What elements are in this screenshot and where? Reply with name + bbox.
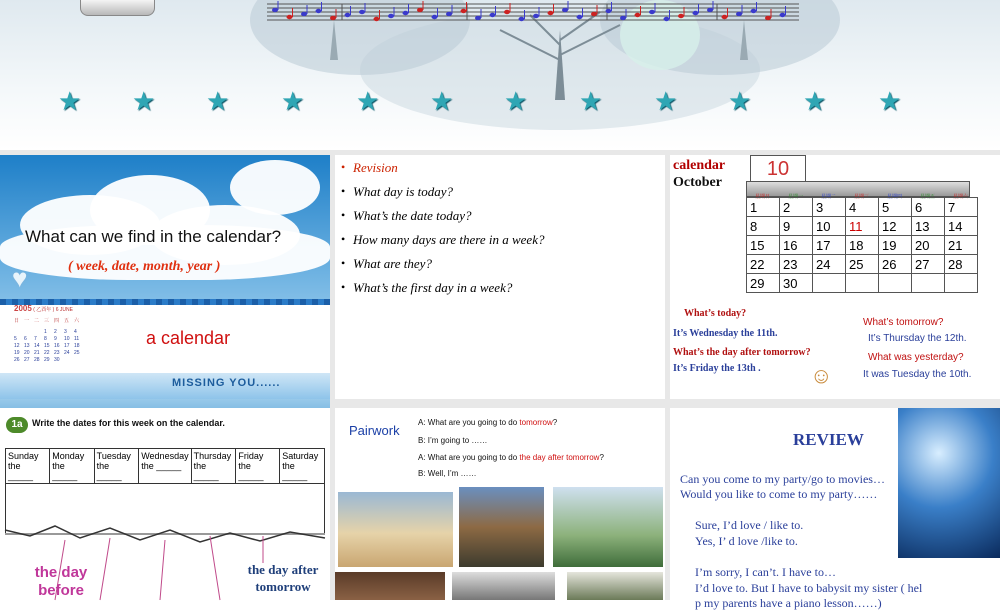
mini-weekday: 日 (14, 318, 20, 324)
mini-day (14, 329, 24, 336)
star-icon: ★ (356, 86, 380, 116)
calendar-day[interactable]: 4 (846, 198, 879, 217)
calendar-day[interactable]: 1 (747, 198, 780, 217)
mini-day: 7 (34, 336, 37, 342)
instruction-text: Write the dates for this week on the calendar. (32, 418, 225, 428)
mini-weekday: 五 (64, 318, 70, 324)
calendar-day[interactable]: 19 (879, 236, 912, 255)
star-icon: ★ (654, 86, 678, 116)
star-icon: ★ (728, 86, 752, 116)
a2-text: It’s Friday the 13th . (673, 363, 761, 374)
mini-day (24, 329, 34, 336)
calendar-grid (746, 197, 978, 293)
mini-day: 10 (64, 336, 70, 342)
review-line-7: p my parents have a piano lesson……) (695, 596, 882, 610)
mini-day: 20 (24, 350, 30, 356)
mini-day: 28 (34, 357, 40, 363)
week-day-blank[interactable]: the _____ (238, 461, 264, 481)
music-note-icon (359, 10, 365, 14)
week-day-blank[interactable]: the _____ (52, 461, 78, 481)
slide-revision[interactable] (335, 155, 665, 399)
music-note-icon (635, 13, 641, 17)
a4-text: It was Tuesday the 10th. (863, 369, 972, 380)
music-note-icon (722, 15, 728, 19)
mini-day: 16 (54, 343, 60, 349)
dialog-line-1 (418, 418, 557, 427)
question-text: What can we find in the calendar? (25, 227, 282, 246)
mini-day: 11 (74, 336, 80, 342)
review-line-1: Can you come to my party/go to movies… (680, 472, 885, 486)
calendar-day[interactable]: 25 (846, 255, 879, 274)
calendar-day[interactable]: 18 (846, 236, 879, 255)
calendar-day[interactable]: 15 (747, 236, 780, 255)
photo-kids-beach (338, 492, 453, 567)
music-note-icon (504, 10, 510, 14)
slide-pairwork[interactable] (335, 408, 665, 600)
bullet-text: How many days are there in a week? (353, 232, 545, 247)
bullet-icon: • (341, 256, 346, 270)
dialog-line-4: B: Well, I’m …… (418, 469, 477, 478)
label-day-after: the day after tomorrow (247, 562, 319, 594)
hint-text: ( week, date, month, year ) (68, 259, 221, 274)
mini-day: 3 (64, 329, 67, 335)
week-day-name: Sunday (8, 451, 39, 461)
calendar-day[interactable]: 14 (945, 217, 978, 236)
a1-text: It’s Wednesday the 11th. (673, 328, 778, 339)
review-line-2: Would you like to come to my party…… (680, 487, 878, 501)
week-day-name: Friday (238, 451, 264, 461)
mini-weekday: 三 (44, 318, 50, 324)
music-note-icon (388, 14, 394, 18)
week-day-blank[interactable]: the _____ (141, 461, 182, 471)
mini-day: 26 (14, 357, 20, 363)
mini-calendar (14, 305, 94, 375)
star-icon: ★ (281, 86, 305, 116)
music-note-icon (316, 9, 322, 13)
bullet-item (341, 184, 544, 208)
week-day-name: Thursday (193, 451, 232, 461)
star-icon: ★ (504, 86, 528, 116)
music-note-icon (301, 12, 307, 16)
review-night-image (898, 408, 1000, 558)
photo-bottom-1 (335, 572, 445, 600)
calendar-day[interactable]: 16 (780, 236, 813, 255)
footer-strip (0, 373, 330, 399)
mini-day: 12 (14, 343, 20, 349)
calendar-day[interactable]: 20 (912, 236, 945, 255)
calendar-day[interactable]: 2 (780, 198, 813, 217)
q3-text: What’s tomorrow? (863, 317, 944, 328)
mini-day: 25 (74, 350, 80, 356)
slide-review[interactable] (670, 408, 1000, 610)
star-row (0, 86, 1000, 116)
bullet-item (341, 232, 544, 256)
bullet-item (341, 208, 544, 232)
bullet-icon: • (341, 208, 346, 222)
music-note-icon (272, 8, 278, 12)
heart-icon: ♥ (12, 263, 28, 293)
calendar-day[interactable]: 12 (879, 217, 912, 236)
mini-day: 18 (74, 343, 80, 349)
mini-day: 22 (44, 350, 50, 356)
snowy-trees-background (0, 0, 1000, 150)
music-note-icon (519, 17, 525, 21)
music-note-icon (432, 15, 438, 19)
calendar-day[interactable]: 8 (747, 217, 780, 236)
calendar-day[interactable]: 7 (945, 198, 978, 217)
calendar-day[interactable]: 23 (780, 255, 813, 274)
music-note-icon (649, 10, 655, 14)
mini-day: 14 (34, 343, 40, 349)
weekday-label: 星期六 (952, 194, 968, 200)
pairwork-title: Pairwork (349, 423, 400, 438)
music-note-icon (417, 8, 423, 12)
calendar-day[interactable]: 11 (846, 217, 879, 236)
music-note-icon (533, 14, 539, 18)
bullet-icon: • (341, 280, 346, 294)
mini-day: 29 (44, 357, 50, 363)
week-day-name: Wednesday (141, 451, 189, 461)
dialog-line-1-highlight: tomorrow (519, 418, 553, 427)
music-note-icon (345, 13, 351, 17)
bullet-text: What are they? (353, 256, 432, 271)
week-day-name: Tuesday (96, 451, 131, 461)
week-day-blank[interactable]: the _____ (282, 461, 308, 481)
footer-text: MISSING YOU...... (172, 377, 281, 389)
mini-calendar-year: 2005 (14, 304, 32, 313)
review-line-6: I’d love to. But I have to babysit my sister ( hel (695, 581, 923, 595)
mini-day: 15 (44, 343, 50, 349)
weekday-label: 星期二 (820, 194, 836, 200)
a3-text: It’s Thursday the 12th. (868, 333, 967, 344)
dialog-line-3-highlight: the day after tomorrow (519, 453, 600, 462)
music-note-icon (461, 9, 467, 13)
mini-day: 23 (54, 350, 60, 356)
calendar-day[interactable]: 13 (912, 217, 945, 236)
weekday-label: 星期一 (787, 194, 803, 200)
mini-day: 13 (24, 343, 30, 349)
music-note-icon (751, 9, 757, 13)
mini-day: 19 (14, 350, 20, 356)
calendar-day[interactable]: 24 (813, 255, 846, 274)
calendar-day[interactable] (813, 274, 846, 293)
bullet-list (341, 160, 544, 304)
dialog-line-1-end: ? (552, 418, 558, 427)
calendar-day[interactable]: 9 (780, 217, 813, 236)
mini-weekday: 二 (34, 318, 40, 324)
bullet-text: Revision (353, 160, 398, 175)
music-note-icon (620, 16, 626, 20)
music-note-icon (446, 12, 452, 16)
week-day-blank[interactable]: the _____ (193, 461, 219, 481)
mini-day: 4 (74, 329, 77, 335)
music-note-icon (693, 11, 699, 15)
calendar-day[interactable]: 29 (747, 274, 780, 293)
bullet-icon: • (341, 232, 346, 246)
photo-bottom-3 (567, 572, 663, 600)
star-icon: ★ (430, 86, 454, 116)
badge-1a: 1a (6, 417, 28, 433)
music-note-icon (780, 13, 786, 17)
music-note-icon (374, 17, 380, 21)
mini-day: 27 (24, 357, 30, 363)
calendar-day[interactable]: 22 (747, 255, 780, 274)
photo-soccer-girls (553, 487, 663, 567)
mini-day: 8 (44, 336, 47, 342)
music-note-icon (577, 15, 583, 19)
mini-calendar-month: 6 JUNE (55, 307, 73, 313)
q4-text: What was yesterday? (868, 352, 964, 363)
music-staff-graphic (267, 0, 799, 22)
bullet-icon: • (341, 160, 346, 174)
mini-day (34, 329, 44, 336)
cartoon-figure-icon: ☺ (810, 363, 833, 388)
music-note-icon (287, 15, 293, 19)
calendar-day[interactable]: 28 (945, 255, 978, 274)
calendar-day[interactable] (912, 274, 945, 293)
music-note-icon (403, 11, 409, 15)
music-note-icon (330, 16, 336, 20)
weekday-label: 星期三 (853, 194, 869, 200)
q1-text: What’s today? (684, 308, 747, 319)
music-note-icon (548, 11, 554, 15)
star-icon: ★ (206, 86, 230, 116)
slide-calendar-question[interactable] (0, 155, 330, 399)
month-label: October (673, 175, 722, 190)
bullet-item (341, 280, 544, 304)
calendar-day[interactable]: 17 (813, 236, 846, 255)
music-note-icon (664, 17, 670, 21)
weekday-label: 星期四 (886, 194, 902, 200)
slide-write-dates[interactable] (0, 408, 330, 600)
mini-calendar-note: ( 乙酉年 ) (33, 307, 55, 313)
calendar-day[interactable] (879, 274, 912, 293)
weekday-label: 星期五 (919, 194, 935, 200)
big-number-tab: 10 (750, 155, 806, 181)
mini-day: 17 (64, 343, 70, 349)
week-day-blank[interactable]: the _____ (96, 461, 122, 481)
label-day-before: the day before (34, 564, 88, 599)
q2-text: What’s the day after tomorrow? (673, 347, 811, 358)
review-title: REVIEW (793, 430, 864, 449)
music-note-icon (490, 13, 496, 17)
review-line-5: I’m sorry, I can’t. I have to… (695, 565, 836, 579)
music-note-icon (678, 14, 684, 18)
star-icon: ★ (878, 86, 902, 116)
mini-calendar-days (14, 329, 94, 364)
mini-day: 9 (54, 336, 57, 342)
mini-day: 6 (24, 336, 27, 342)
review-line-3: Sure, I’d love / like to. (695, 518, 804, 532)
mini-day: 24 (64, 350, 70, 356)
star-icon: ★ (132, 86, 156, 116)
star-icon: ★ (803, 86, 827, 116)
mini-day: 30 (54, 357, 60, 363)
toolbar-pill-graphic (80, 0, 155, 16)
answer-text: a calendar (146, 328, 231, 348)
week-day-name: Monday (52, 451, 85, 461)
dialog-line-3 (418, 453, 604, 462)
bullet-text: What day is today? (353, 184, 454, 199)
calendar-day[interactable]: 3 (813, 198, 846, 217)
bullet-item (341, 160, 544, 184)
bullet-icon: • (341, 184, 346, 198)
calendar-day[interactable]: 5 (879, 198, 912, 217)
mini-day: 5 (14, 336, 17, 342)
calendar-day[interactable]: 6 (912, 198, 945, 217)
mini-weekday: 六 (74, 318, 80, 324)
title-banner (0, 0, 1000, 150)
review-line-4: Yes, I’ d love /like to. (695, 534, 798, 548)
calendar-day[interactable]: 26 (879, 255, 912, 274)
photo-bottom-2 (452, 572, 555, 600)
music-note-icon (707, 8, 713, 12)
calendar-day[interactable]: 30 (780, 274, 813, 293)
star-icon: ★ (579, 86, 603, 116)
mini-day: 1 (44, 329, 47, 335)
mini-weekday: 一 (24, 318, 30, 324)
dialog-line-3-end: ? (599, 453, 604, 462)
mini-day: 2 (54, 329, 57, 335)
mini-calendar-weekdays (14, 318, 94, 325)
weekday-label: 星期日 (754, 194, 770, 200)
music-note-icon (736, 12, 742, 16)
calendar-day[interactable] (846, 274, 879, 293)
bullet-item (341, 256, 544, 280)
week-day-name: Saturday (282, 451, 319, 461)
calendar-day[interactable] (945, 274, 978, 293)
music-note-icon (606, 9, 612, 13)
slide-october-calendar[interactable] (670, 155, 1000, 399)
calendar-label: calendar (673, 158, 726, 173)
calendar-day[interactable]: 10 (813, 217, 846, 236)
bullet-text: What’s the first day in a week? (353, 280, 513, 295)
bullet-text: What’s the date today? (353, 208, 472, 223)
mini-weekday: 四 (54, 318, 60, 324)
music-note-icon (475, 16, 481, 20)
music-note-icon (562, 8, 568, 12)
dialog-line-1-text: A: What are you going to do (418, 418, 520, 427)
dialog-line-3-text: A: What are you going to do (418, 453, 520, 462)
music-note-icon (591, 12, 597, 16)
star-icon: ★ (58, 86, 82, 116)
photo-climbing (459, 487, 544, 567)
week-day-blank[interactable]: the _____ (8, 461, 34, 481)
calendar-day[interactable]: 27 (912, 255, 945, 274)
music-note-icon (765, 16, 771, 20)
calendar-day[interactable]: 21 (945, 236, 978, 255)
mini-day: 21 (34, 350, 40, 356)
dialog-line-2: B: I’m going to …… (418, 436, 488, 445)
